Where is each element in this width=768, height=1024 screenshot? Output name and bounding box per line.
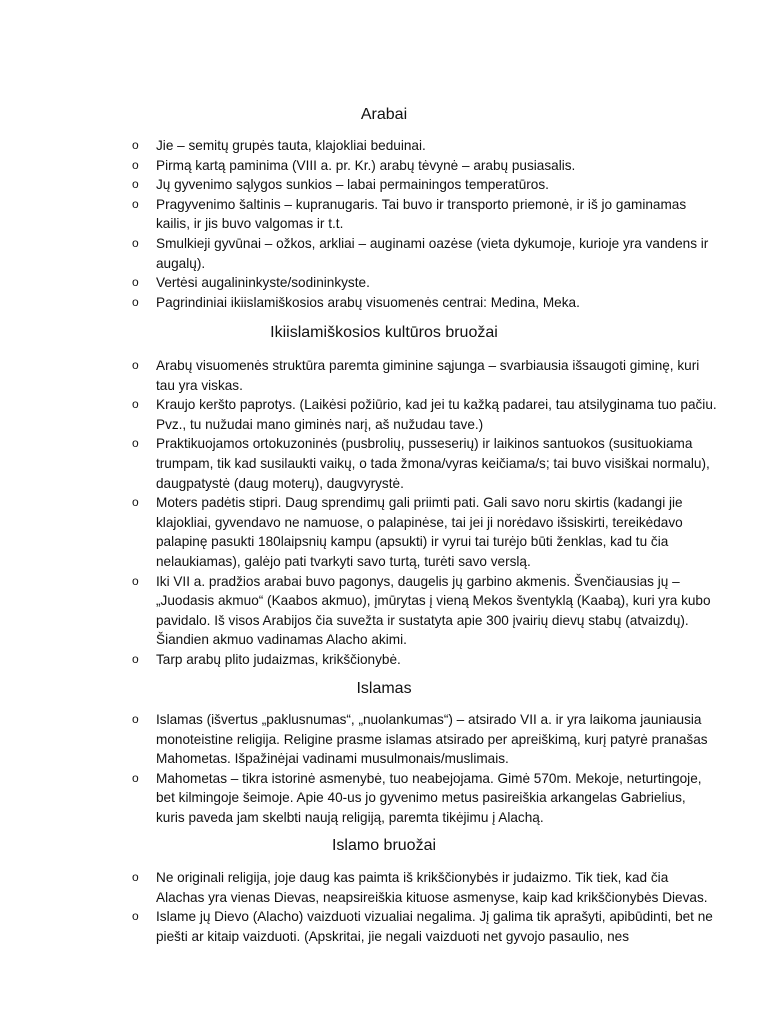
list-item: o Pragyvenimo šaltinis – kupranugaris. Tai buvo ir transporto priemonė, ir iš jo gaminamas kailis, ir jis buvo valgomas ir t.t. (0, 195, 768, 234)
section-heading-islamo-bruozai: Islamo bruožai (331, 837, 437, 854)
list-item: o Praktikuojamos ortokuzoninės (pusbrolių, pusseserių) ir laikinos santuokos (susituokiama trumpam, tik kad susilaukti vaikų, o tada žmona/vyras keičiama/s; tai buvo visiškai normalu), daugpatystė (daug moterų), daugvyrystė. (0, 434, 768, 493)
list-item: o Smulkieji gyvūnai – ožkos, arkliai – auginami oazėse (vieta dykumoje, kurioje yra vandens ir augalų). (0, 234, 768, 273)
list-item: o Tarp arabų plito judaizmas, krikščionybė. (0, 650, 768, 670)
list-item: o Islame jų Dievo (Alacho) vaizduoti vizualiai negalima. Jį galima tik aprašyti, apibūdinti, bet ne piešti ar kitaip vaizduoti. (Apskritai, jie negali vaizduoti net gyvojo pasaulio, nes (0, 907, 768, 946)
list-item: o Ne originali religija, joje daug kas paimta iš krikščionybės ir judaizmo. Tik tiek, kad čia Alachas yra vienas Dievas, neapsireiškia kituose asmenyse, kaip kad krikščionybės Dievas. (0, 868, 768, 907)
list-item: o Kraujo keršto paprotys. (Laikėsi požiūrio, kad jei tu kažką padarei, tau atsilyginama tuo pačiu. Pvz., tu nužudai mano giminės narį, aš nužudau tave.) (0, 395, 768, 434)
bullet-list-arabai (0, 136, 768, 312)
list-item: o Jie – semitų grupės tauta, klajokliai beduinai. (0, 136, 768, 156)
list-item: o Jų gyvenimo sąlygos sunkios – labai permainingos temperatūros. (0, 175, 768, 195)
list-item: o Mahometas – tikra istorinė asmenybė, tuo neabejojama. Gimė 570m. Mekoje, neturtingoje, bet kilmingoje šeimoje. Apie 40-us jo gyvenimo metus pasireiškia arkangelas Gabrielius, kuris paveda jam skelbti naują religiją, paremta tikėjimu į Alachą. (0, 769, 768, 828)
list-item: o Vertėsi augalininkyste/sodininkyste. (0, 273, 768, 293)
list-item: o Moters padėtis stipri. Daug sprendimų gali priimti pati. Gali savo noru skirtis (kadangi jie klajokliai, gyvendavo ne namuose, o palapinėse, tai jei ji norėdavo išsiskirti, tereikėdavo palapinę pasukti 180laipsnių kampu (apsukti) ir vyrui tai turėjo būti ženklas, kad tu čia nelaukiamas), galėjo pati tvarkyti savo turtą, turėti savo verslą. (0, 493, 768, 571)
list-item: o Iki VII a. pradžios arabai buvo pagonys, daugelis jų garbino akmenis. Švenčiausias jų – „Juodasis akmuo“ (Kaabos akmuo), įmūrytas į vieną Mekos šventyklą (Kaabą), kuri yra kubo pavidalo. Iš visos Arabijos čia suvežta ir sustatyta apie 300 įvairių dievų stabų (atvaizdų). Šiandien akmuo vadinamas Alacho akimi. (0, 572, 768, 650)
section-heading-ikiislamiskosios: Ikiislamiškosios kultūros bruožai (270, 324, 498, 341)
bullet-list-ikiislamiskosios (0, 356, 768, 670)
list-item: o Pirmą kartą paminima (VIII a. pr. Kr.) arabų tėvynė – arabų pusiasalis. (0, 156, 768, 176)
section-heading-arabai: Arabai (360, 106, 408, 123)
list-item: o Arabų visuomenės struktūra paremta giminine sąjunga – svarbiausia išsaugoti giminę, kuri tau yra viskas. (0, 356, 768, 395)
list-item: o Pagrindiniai ikiislamiškosios arabų visuomenės centrai: Medina, Meka. (0, 293, 768, 313)
bullet-list-islamas (0, 710, 768, 828)
bullet-list-islamo-bruozai (0, 868, 768, 946)
list-item: o Islamas (išvertus „paklusnumas“, „nuolankumas“) – atsirado VII a. ir yra laikoma jauniausia monoteistine religija. Religine prasme islamas atsirado per apreiškimą, kurį patyrė pranašas Mahometas. Išpažinėjai vadinami musulmonais/muslimais. (0, 710, 768, 769)
section-heading-islamas: Islamas (356, 680, 412, 697)
